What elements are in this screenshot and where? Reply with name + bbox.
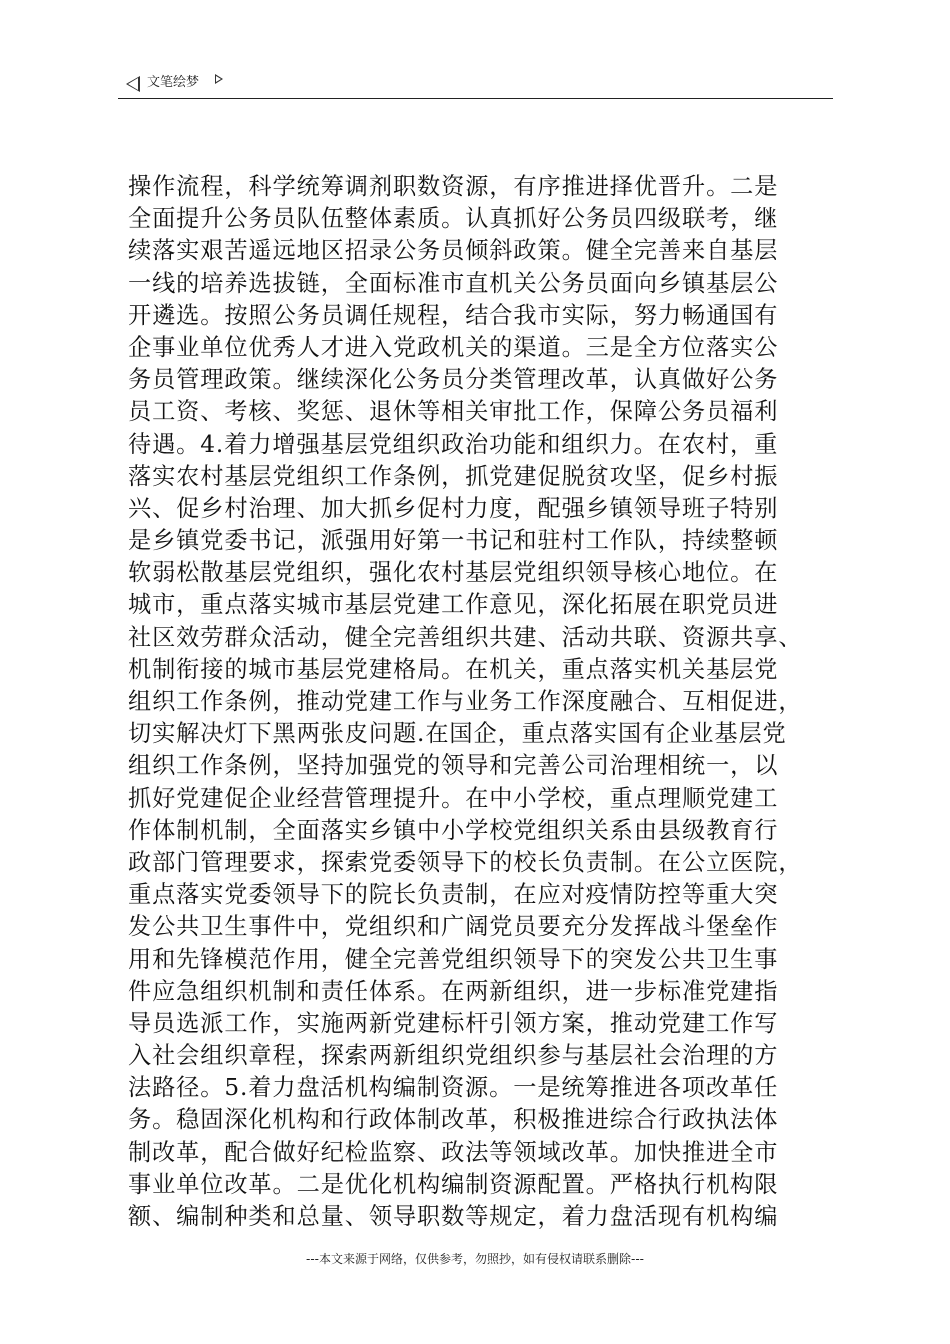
page-header bbox=[118, 70, 833, 99]
text-line: 件应急组织机制和责任体系。在两新组织，进一步标准党建指 bbox=[128, 977, 779, 1005]
text-line: 员工资、考核、奖惩、退休等相关审批工作，保障公务员福利 bbox=[128, 398, 779, 426]
text-line: 切实解决灯下黑两张皮问题.在国企，重点落实国有企业基层党 bbox=[128, 720, 787, 748]
text-line: 社区效劳群众活动，健全完善组织共建、活动共联、资源共享、 bbox=[128, 623, 803, 651]
text-line: 导员选派工作，实施两新党建标杆引领方案，推动党建工作写 bbox=[128, 1009, 779, 1037]
text-line: 续落实艰苦遥远地区招录公务员倾斜政策。健全完善来自基层 bbox=[128, 237, 779, 265]
text-line: 兴、促乡村治理、加大抓乡促村力度，配强乡镇领导班子特别 bbox=[128, 494, 779, 522]
text-line: 作体制机制，全面落实乡镇中小学校党组织关系由县级教育行 bbox=[128, 816, 779, 844]
text-line: 制改革，配合做好纪检监察、政法等领域改革。加快推进全市 bbox=[128, 1138, 779, 1166]
text-line: 额、编制种类和总量、领导职数等规定，着力盘活现有机构编 bbox=[128, 1203, 779, 1230]
text-line: 软弱松散基层党组织，强化农村基层党组织领导核心地位。在 bbox=[128, 559, 779, 587]
text-line: 用和先锋模范作用，健全完善党组织领导下的突发公共卫生事 bbox=[128, 945, 779, 973]
text-line: 是乡镇党委书记，派强用好第一书记和驻村工作队，持续整顿 bbox=[128, 527, 779, 555]
text-line: 一线的培养选拔链，全面标准市直机关公务员面向乡镇基层公 bbox=[128, 269, 779, 297]
text-line: 法路径。5.着力盘活机构编制资源。一是统筹推进各项改革任 bbox=[128, 1074, 779, 1102]
triangle-right-icon bbox=[215, 74, 223, 84]
text-line: 务。稳固深化机构和行政体制改革，积极推进综合行政执法体 bbox=[128, 1106, 779, 1134]
text-line: 城市，重点落实城市基层党建工作意见，深化拓展在职党员进 bbox=[128, 591, 779, 619]
text-line: 落实农村基层党组织工作条例，抓党建促脱贫攻坚，促乡村振 bbox=[128, 462, 779, 490]
text-line: 企事业单位优秀人才进入党政机关的渠道。三是全方位落实公 bbox=[128, 333, 779, 361]
header-brand: 文笔绘梦 bbox=[147, 75, 200, 90]
text-line: 组织工作条例，坚持加强党的领导和完善公司治理相统一，以 bbox=[128, 752, 779, 780]
body-paragraph bbox=[128, 171, 833, 1233]
triangle-left-icon bbox=[126, 76, 140, 92]
text-line: 机制衔接的城市基层党建格局。在机关，重点落实机关基层党 bbox=[128, 655, 779, 683]
text-line: 入社会组织章程，探索两新组织党组织参与基层社会治理的方 bbox=[128, 1042, 779, 1070]
text-line: 务员管理政策。继续深化公务员分类管理改革，认真做好公务 bbox=[128, 366, 779, 394]
text-line: 重点落实党委领导下的院长负责制，在应对疫情防控等重大突 bbox=[128, 881, 779, 909]
text-line: 操作流程，科学统筹调剂职数资源，有序推进择优晋升。二是 bbox=[128, 173, 779, 200]
text-line: 政部门管理要求，探索党委领导下的校长负责制。在公立医院， bbox=[128, 848, 803, 876]
text-line: 发公共卫生事件中，党组织和广阔党员要充分发挥战斗堡垒作 bbox=[128, 913, 779, 941]
text-line: 全面提升公务员队伍整体素质。认真抓好公务员四级联考，继 bbox=[128, 205, 779, 233]
text-line: 事业单位改革。二是优化机构编制资源配置。严格执行机构限 bbox=[128, 1170, 779, 1198]
footer-disclaimer: ---本文来源于网络，仅供参考，勿照抄，如有侵权请联系删除--- bbox=[306, 1252, 644, 1266]
text-line: 待遇。4.着力增强基层党组织政治功能和组织力。在农村，重 bbox=[128, 430, 779, 458]
text-line: 组织工作条例，推动党建工作与业务工作深度融合、互相促进， bbox=[128, 688, 803, 715]
text-line: 抓好党建促企业经营管理提升。在中小学校，重点理顺党建工 bbox=[128, 784, 779, 812]
text-line: 开遴选。按照公务员调任规程，结合我市实际，努力畅通国有 bbox=[128, 301, 779, 329]
